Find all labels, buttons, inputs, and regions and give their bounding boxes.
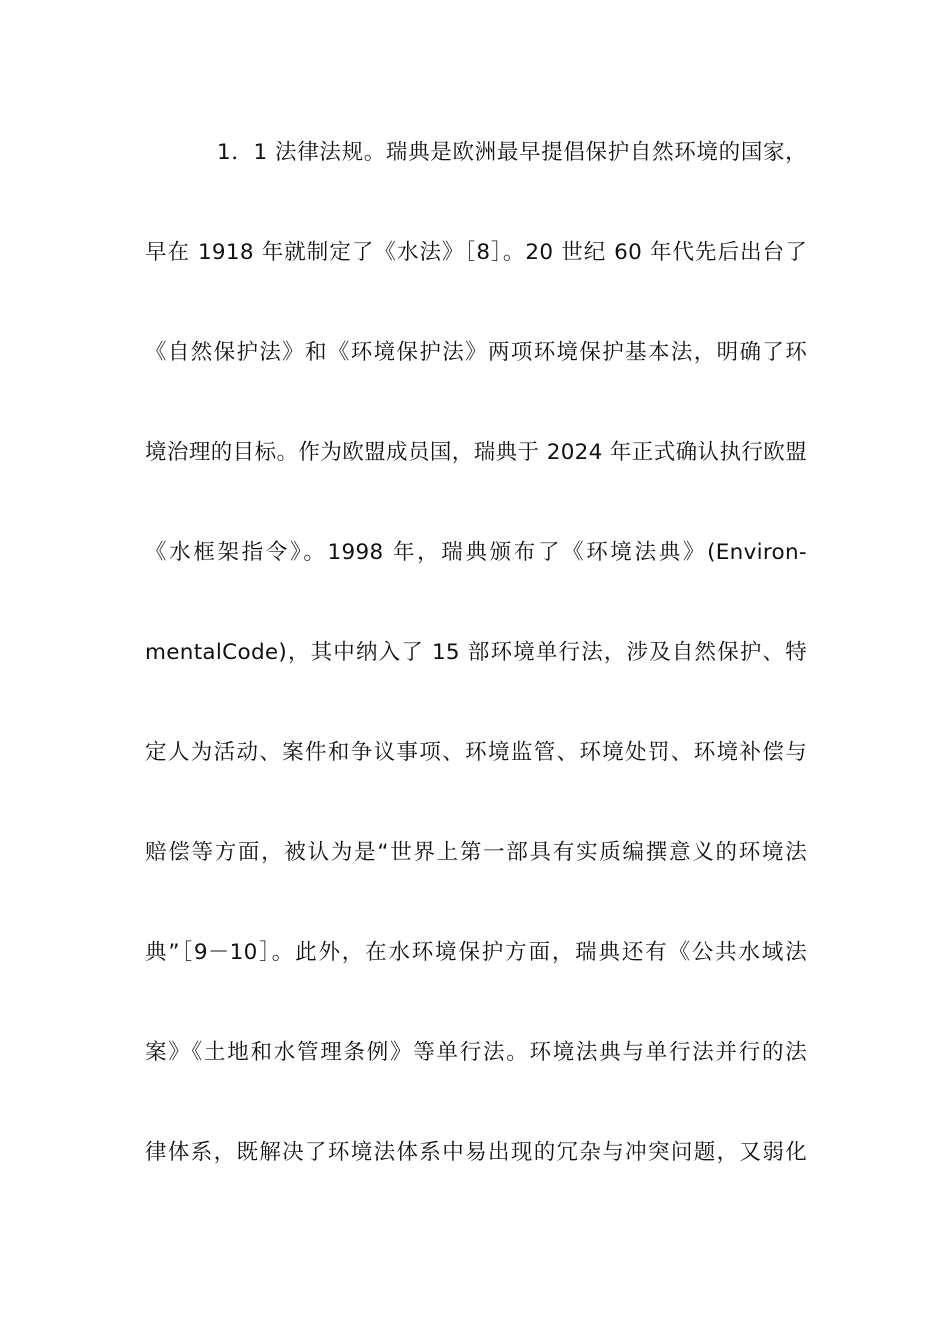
paragraph-line-2: 早在 1918 年就制定了《水法》［8］。20 世纪 60 年代先后出台了 (145, 240, 807, 265)
paragraph-line-3: 《自然保护法》和《环境保护法》两项环境保护基本法，明确了环 (145, 340, 807, 365)
paragraph-line-4: 境治理的目标。作为欧盟成员国，瑞典于 2024 年正式确认执行欧盟 (145, 440, 807, 465)
paragraph-line-10: 案》《土地和水管理条例》等单行法。环境法典与单行法并行的法 (145, 1040, 807, 1065)
paragraph-line-7: 定人为活动、案件和争议事项、环境监管、环境处罚、环境补偿与 (145, 740, 807, 765)
paragraph-line-1: 1．1 法律法规。瑞典是欧洲最早提倡保护自然环境的国家， (217, 140, 807, 165)
paragraph-line-8: 赔偿等方面，被认为是“世界上第一部具有实质编撰意义的环境法 (145, 840, 807, 865)
paragraph-line-6: mentalCode)，其中纳入了 15 部环境单行法，涉及自然保护、特 (145, 640, 807, 665)
paragraph-line-5: 《水框架指令》。1998 年，瑞典颁布了《环境法典》(Environ- (145, 540, 807, 565)
paragraph-line-9: 典”［9－10］。此外，在水环境保护方面，瑞典还有《公共水域法 (145, 940, 807, 965)
paragraph-line-11: 律体系，既解决了环境法体系中易出现的冗杂与冲突问题，又弱化 (145, 1140, 807, 1165)
